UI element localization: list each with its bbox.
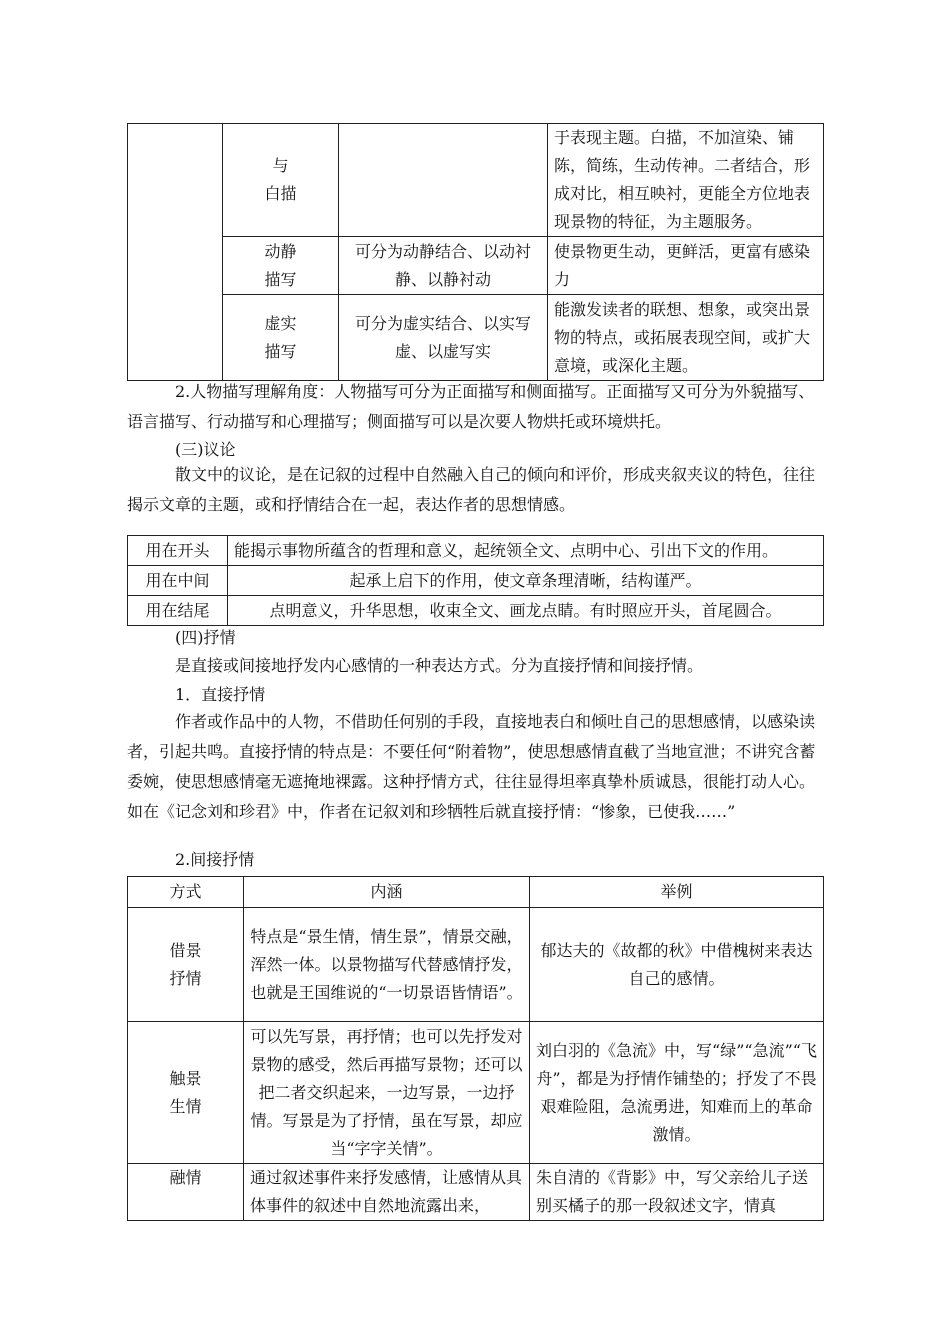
subheading-indirect-lyric: 2.间接抒情 — [175, 850, 255, 869]
technique-desc: 可分为动静结合、以动衬静、以静衬动 — [339, 237, 548, 295]
role-cell: 能揭示事物所蕴含的哲理和意义，起统领全文、点明中心、引出下文的作用。 — [228, 536, 824, 566]
technique-desc — [339, 124, 548, 237]
direct-lyric-paragraph: 作者或作品中的人物，不借助任何别的手段，直接地表白和倾吐自己的思想感情，以感染读者，引起共鸣。直接抒情的特点是：不要任何“附着物”，使思想感情直截了当地宣泄；不讲究含蓄委婉，使思想感情毫无遮掩地裸露。这种抒情方式，往往显得坦率真挚朴质诚恳，很能打动人心。如在《记念刘和珍君》中，作者在记叙刘和珍牺牲后就直接抒情：“惨象，已使我……” — [127, 712, 816, 821]
table-row — [128, 596, 824, 626]
position-cell: 用在中间 — [128, 566, 228, 596]
discussion-table — [127, 535, 824, 626]
technique-name: 虚实 描写 — [223, 295, 339, 381]
technique-effect: 使景物更生动，更鲜活，更富有感染力 — [548, 237, 824, 295]
technique-table — [127, 123, 824, 381]
example-cell: 朱自清的《背影》中，写父亲给儿子送别买橘子的那一段叙述文字，情真 — [530, 1164, 824, 1221]
position-cell: 用在开头 — [128, 536, 228, 566]
table-row — [128, 237, 824, 295]
subheading-direct-lyric: 1．直接抒情 — [175, 685, 266, 704]
technique-desc: 可分为虚实结合、以实写虚、以虚写实 — [339, 295, 548, 381]
meaning-cell: 可以先写景，再抒情；也可以先抒发对景物的感受，然后再描写景物；还可以把二者交织起来，一边写景，一边抒情。写景是为了抒情，虽在写景，却应当“字字关情”。 — [244, 1022, 530, 1164]
meaning-cell: 特点是“景生情，情生景”，情景交融，浑然一体。以景物描写代替感情抒发，也就是王国维说的“一切景语皆情语”。 — [244, 908, 530, 1022]
column-header: 举例 — [530, 877, 824, 908]
table-header-row — [128, 877, 824, 908]
discussion-paragraph: 散文中的议论，是在记叙的过程中自然融入自己的倾向和评价，形成夹叙夹议的特色，往往揭示文章的主题，或和抒情结合在一起，表达作者的思想情感。 — [127, 465, 816, 514]
technique-name: 与 白描 — [223, 124, 339, 237]
column-header: 方式 — [128, 877, 244, 908]
table-row — [128, 908, 824, 1022]
indirect-lyric-table — [127, 876, 824, 1221]
table-row — [128, 566, 824, 596]
position-cell: 用在结尾 — [128, 596, 228, 626]
character-description-paragraph: 2.人物描写理解角度：人物描写可分为正面描写和侧面描写。正面描写又可分为外貌描写、语言描写、行动描写和心理描写；侧面描写可以是次要人物烘托或环境烘托。 — [127, 382, 815, 431]
role-cell: 起承上启下的作用，使文章条理清晰，结构谨严。 — [228, 566, 824, 596]
column-header: 内涵 — [244, 877, 530, 908]
table-row — [128, 1022, 824, 1164]
role-cell: 点明意义，升华思想，收束全文、画龙点睛。有时照应开头，首尾圆合。 — [228, 596, 824, 626]
technique-name: 动静 描写 — [223, 237, 339, 295]
table-row — [128, 295, 824, 381]
example-cell: 刘白羽的《急流》中，写“绿”“急流”“飞舟”，都是为抒情作铺垫的；抒发了不畏艰难险阻，急流勇进，知难而上的革命激情。 — [530, 1022, 824, 1164]
mode-cell: 借景 抒情 — [128, 908, 244, 1022]
section-heading-lyric: (四)抒情 — [175, 628, 236, 647]
table-row — [128, 1164, 824, 1221]
mode-cell: 触景 生情 — [128, 1022, 244, 1164]
lyric-paragraph: 是直接或间接地抒发内心感情的一种表达方式。分为直接抒情和间接抒情。 — [175, 656, 704, 675]
technique-effect: 能激发读者的联想、想象，或突出景物的特点，或拓展表现空间，或扩大意境，或深化主题。 — [548, 295, 824, 381]
technique-effect: 于表现主题。白描，不加渲染、铺陈，简练，生动传神。二者结合，形成对比，相互映衬，更能全方位地表现景物的特征，为主题服务。 — [548, 124, 824, 237]
empty-cell — [128, 124, 223, 381]
example-cell: 郁达夫的《故都的秋》中借槐树来表达自己的感情。 — [530, 908, 824, 1022]
meaning-cell: 通过叙述事件来抒发感情，让感情从具体事件的叙述中自然地流露出来， — [244, 1164, 530, 1221]
section-heading-discussion: (三)议论 — [175, 440, 236, 459]
mode-cell: 融情 — [128, 1164, 244, 1221]
table-row — [128, 124, 824, 237]
table-row — [128, 536, 824, 566]
